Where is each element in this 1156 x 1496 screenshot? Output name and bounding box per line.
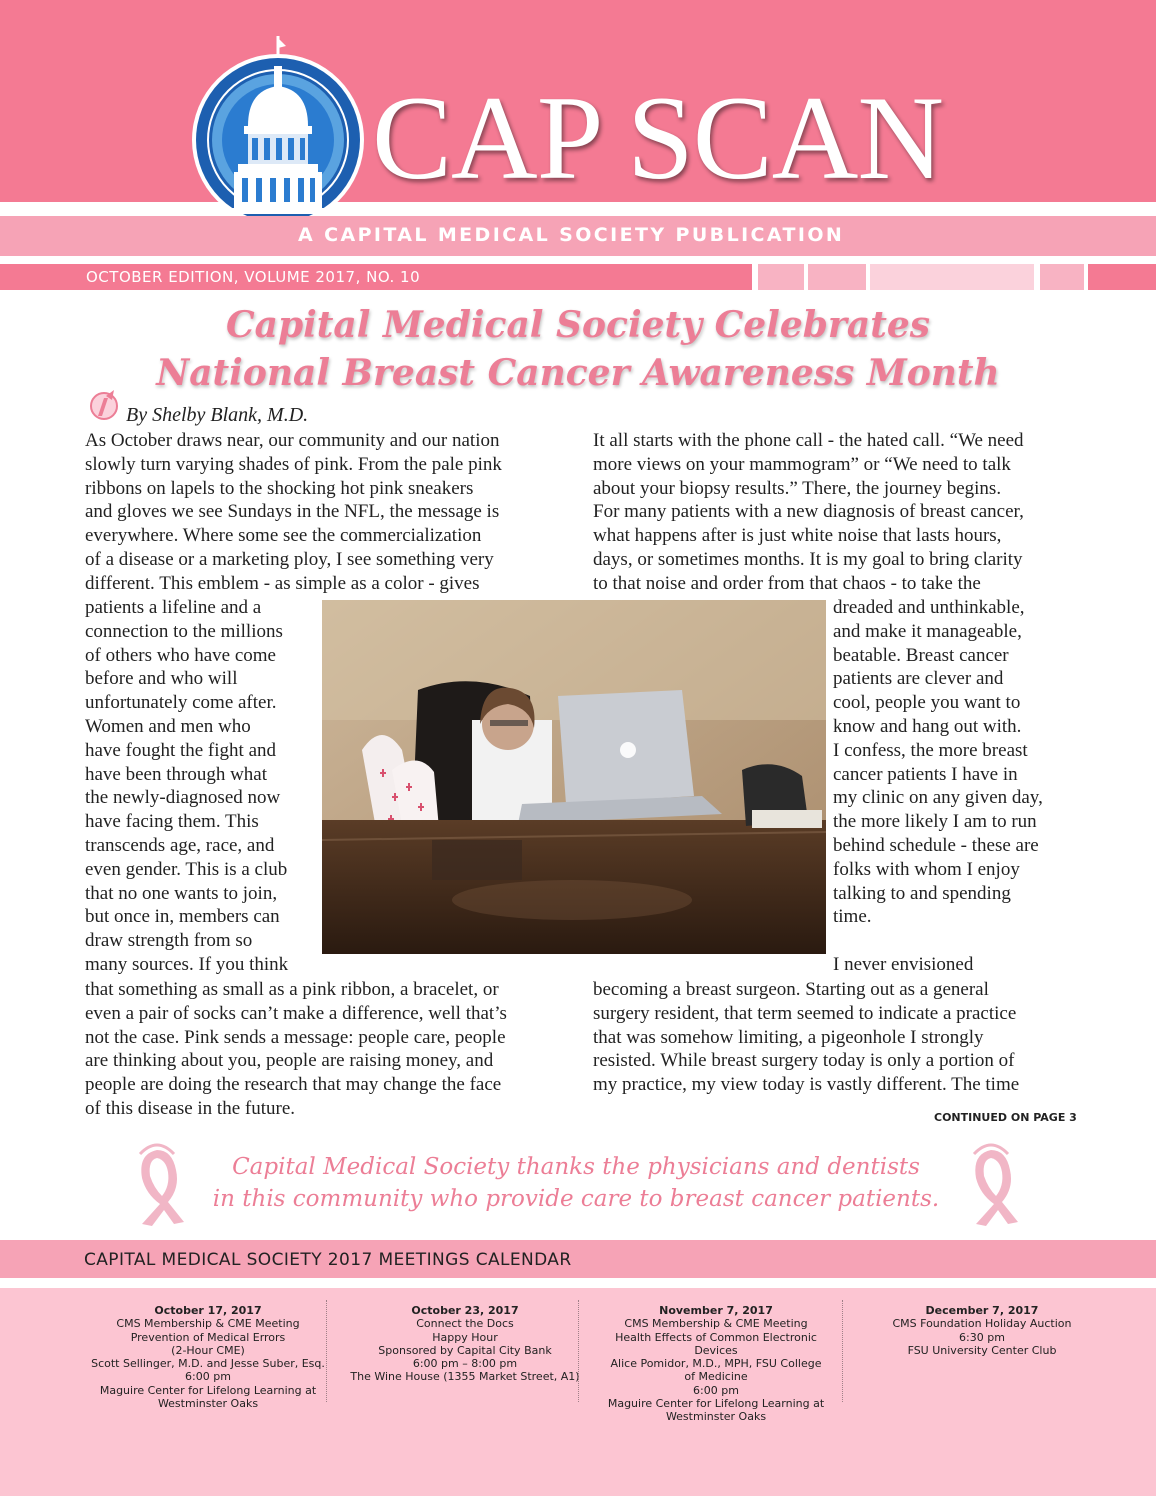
text-line: folks with whom I enjoy bbox=[833, 858, 1020, 880]
event-line: 6:30 pm bbox=[959, 1330, 1005, 1344]
event-line: Devices bbox=[694, 1343, 738, 1357]
masthead-subtitle: A CAPITAL MEDICAL SOCIETY PUBLICATION bbox=[298, 224, 845, 246]
pink-ribbon-icon bbox=[956, 1140, 1026, 1226]
text-line: that was somehow limiting, a pigeonhole I strongly bbox=[593, 1026, 984, 1048]
decor-block bbox=[1088, 264, 1156, 290]
calendar-divider bbox=[842, 1300, 843, 1402]
text-line: It all starts with the phone call - the hated call. “We need bbox=[593, 430, 1024, 451]
text-line: As October draws near, our community and our nation bbox=[85, 430, 500, 451]
right-column-top bbox=[593, 429, 1024, 596]
text-line: draw strength from so bbox=[85, 930, 253, 952]
text-line: have facing them. This bbox=[85, 811, 259, 833]
text-line: I confess, the more breast bbox=[833, 739, 1028, 761]
text-line: and gloves we see Sundays in the NFL, the message is bbox=[85, 501, 500, 523]
text-line: my practice, my view today is vastly different. The time bbox=[593, 1074, 1020, 1096]
left-column-top bbox=[85, 429, 502, 596]
text-line: patients a lifeline and a bbox=[85, 597, 262, 618]
left-column-wrap bbox=[85, 596, 288, 977]
decor-block bbox=[1040, 264, 1084, 290]
text-line: of a disease or a marketing ploy, I see something very bbox=[85, 548, 494, 570]
event-line: Sponsored by Capital City Bank bbox=[378, 1343, 552, 1357]
event-line: 6:00 pm bbox=[693, 1383, 739, 1397]
pen-nib-icon bbox=[88, 388, 120, 422]
thanks-line-1: Capital Medical Society thanks the physicians and dentists bbox=[232, 1154, 920, 1180]
calendar-event bbox=[850, 1304, 1114, 1357]
byline: By Shelby Blank, M.D. bbox=[126, 404, 309, 426]
text-line: before and who will bbox=[85, 668, 238, 690]
text-line: of others who have come bbox=[85, 644, 276, 666]
capitol-dome-logo bbox=[190, 36, 366, 226]
article-photo bbox=[322, 600, 826, 954]
text-line: transcends age, race, and bbox=[85, 834, 275, 856]
text-line: know and hang out with. bbox=[833, 715, 1022, 737]
text-line: many sources. If you think bbox=[85, 953, 289, 975]
text-line: ribbons on lapels to the shocking hot pink sneakers bbox=[85, 477, 474, 499]
text-line: not the case. Pink sends a message: people care, people bbox=[85, 1026, 506, 1048]
event-date: December 7, 2017 bbox=[925, 1304, 1039, 1317]
text-line: have fought the fight and bbox=[85, 739, 277, 761]
event-line: FSU University Center Club bbox=[907, 1343, 1057, 1357]
text-line: people are doing the research that may change the face bbox=[85, 1074, 502, 1096]
event-line: Connect the Docs bbox=[416, 1317, 514, 1331]
text-line: For many patients with a new diagnosis of breast cancer, bbox=[593, 501, 1024, 523]
event-line: CMS Membership & CME Meeting bbox=[624, 1317, 808, 1331]
event-line: 6:00 pm bbox=[185, 1370, 231, 1384]
event-line: Alice Pomidor, M.D., MPH, FSU College bbox=[610, 1357, 822, 1371]
text-line: time. bbox=[833, 906, 872, 928]
text-line: and make it manageable, bbox=[833, 620, 1022, 642]
text-line: different. This emblem - as simple as a color - gives bbox=[85, 572, 480, 594]
right-column-bottom bbox=[593, 978, 1019, 1097]
decor-block bbox=[808, 264, 866, 290]
event-line: (2-Hour CME) bbox=[171, 1343, 245, 1357]
event-line: of Medicine bbox=[684, 1370, 748, 1384]
text-line: to that noise and order from that chaos - to take the bbox=[593, 572, 981, 594]
event-date: October 17, 2017 bbox=[154, 1304, 262, 1317]
calendar-divider bbox=[578, 1300, 579, 1402]
text-line: becoming a breast surgeon. Starting out as a general bbox=[593, 979, 989, 1000]
text-line: unfortunately come after. bbox=[85, 692, 277, 714]
event-line: Health Effects of Common Electronic bbox=[615, 1330, 817, 1344]
headline-line-2: National Breast Cancer Awareness Month bbox=[156, 352, 1000, 394]
event-line: Westminster Oaks bbox=[157, 1397, 259, 1411]
text-line: of this disease in the future. bbox=[85, 1097, 296, 1119]
headline-line-1: Capital Medical Society Celebrates bbox=[225, 304, 931, 346]
event-date: November 7, 2017 bbox=[659, 1304, 773, 1317]
text-line: even gender. This is a club bbox=[85, 858, 288, 880]
text-line: days, or sometimes months. It is my goal to bring clarity bbox=[593, 548, 1023, 570]
text-line: slowly turn varying shades of pink. From the pale pink bbox=[85, 453, 502, 475]
text-line: cancer patients I have in bbox=[833, 763, 1018, 785]
event-line: Prevention of Medical Errors bbox=[130, 1330, 286, 1344]
event-line: Scott Sellinger, M.D. and Jesse Suber, Esq. bbox=[91, 1357, 325, 1371]
text-line: everywhere. Where some see the commercialization bbox=[85, 525, 482, 547]
pink-ribbon-icon bbox=[122, 1140, 192, 1226]
decor-block bbox=[870, 264, 1034, 290]
event-line: Happy Hour bbox=[432, 1330, 498, 1344]
text-line: that something as small as a pink ribbon, a bracelet, or bbox=[85, 979, 499, 1000]
left-column-bottom bbox=[85, 978, 507, 1121]
calendar-divider bbox=[326, 1300, 327, 1402]
text-line: have been through what bbox=[85, 763, 268, 785]
calendar-heading: CAPITAL MEDICAL SOCIETY 2017 MEETINGS CALENDAR bbox=[84, 1250, 572, 1270]
edition-label: OCTOBER EDITION, VOLUME 2017, NO. 10 bbox=[86, 268, 421, 286]
event-line: The Wine House (1355 Market Street, A1) bbox=[350, 1370, 580, 1384]
text-line: surgery resident, that term seemed to indicate a practice bbox=[593, 1002, 1017, 1024]
text-line: patients are clever and bbox=[833, 668, 1004, 690]
text-line: beatable. Breast cancer bbox=[833, 644, 1009, 666]
thanks-line-2: in this community who provide care to breast cancer patients. bbox=[212, 1186, 940, 1212]
event-line: Maguire Center for Lifelong Learning at bbox=[99, 1383, 317, 1397]
event-date: October 23, 2017 bbox=[411, 1304, 519, 1317]
text-line: connection to the millions bbox=[85, 620, 283, 642]
calendar-event bbox=[333, 1304, 597, 1384]
text-line: I never envisioned bbox=[833, 953, 974, 975]
text-line: behind schedule - these are bbox=[833, 834, 1039, 856]
event-line: Maguire Center for Lifelong Learning at bbox=[607, 1397, 825, 1411]
event-line: CMS Foundation Holiday Auction bbox=[892, 1317, 1072, 1331]
text-line: but once in, members can bbox=[85, 906, 280, 928]
text-line: my clinic on any given day, bbox=[833, 787, 1043, 809]
calendar-event bbox=[76, 1304, 340, 1410]
calendar-event bbox=[584, 1304, 848, 1424]
event-line: 6:00 pm – 8:00 pm bbox=[412, 1357, 518, 1371]
text-line: about your biopsy results.” There, the journey begins. bbox=[593, 477, 1002, 499]
event-line: CMS Membership & CME Meeting bbox=[116, 1317, 300, 1331]
text-line: are thinking about you, people are raising money, and bbox=[85, 1050, 494, 1072]
text-line: even a pair of socks can’t make a difference, well that’s bbox=[85, 1002, 507, 1024]
text-line: talking to and spending bbox=[833, 882, 1011, 904]
text-line: the newly-diagnosed now bbox=[85, 787, 281, 809]
text-line: Women and men who bbox=[85, 715, 251, 737]
text-line: more views on your mammogram” or “We need to talk bbox=[593, 453, 1011, 475]
text-line: what happens after is just white noise that lasts hours, bbox=[593, 525, 1002, 547]
text-line: resisted. While breast surgery today is only a portion of bbox=[593, 1050, 1015, 1072]
masthead-title: CAP SCAN bbox=[372, 71, 944, 204]
text-line: dreaded and unthinkable, bbox=[833, 597, 1025, 618]
right-column-wrap bbox=[833, 596, 1043, 977]
text-line: the more likely I am to run bbox=[833, 811, 1037, 833]
text-line bbox=[833, 929, 1043, 953]
text-line: cool, people you want to bbox=[833, 692, 1021, 714]
event-line: Westminster Oaks bbox=[665, 1410, 767, 1424]
decor-block bbox=[758, 264, 804, 290]
text-line: that no one wants to join, bbox=[85, 882, 278, 904]
continued-note: CONTINUED ON PAGE 3 bbox=[934, 1111, 1077, 1124]
